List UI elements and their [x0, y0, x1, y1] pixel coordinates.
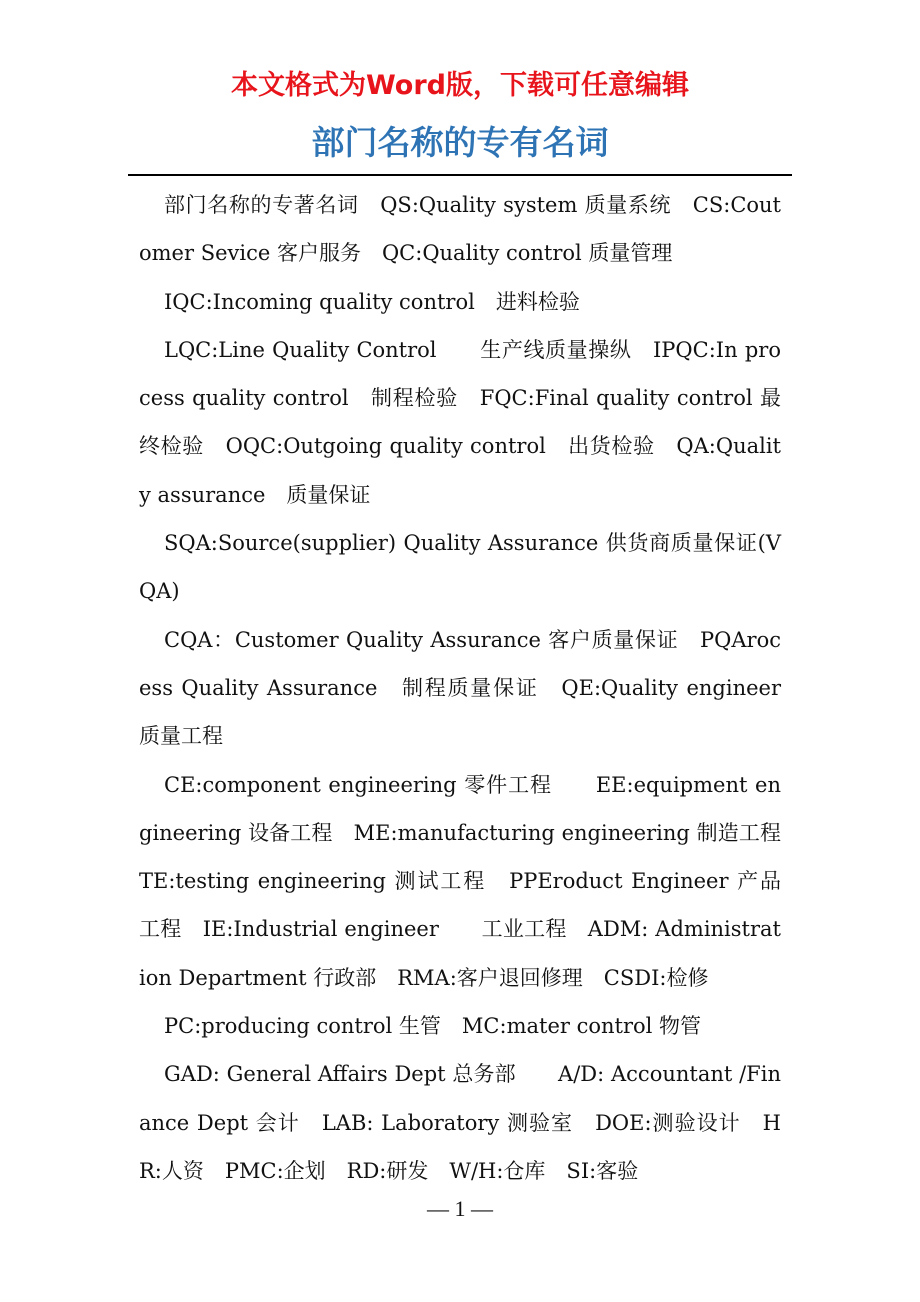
download-banner: 本文格式为Word版，下载可任意编辑 — [230, 70, 689, 101]
body-paragraph: GAD: General Affairs Dept 总务部 A/D: Accountant /Finance Dept 会计 LAB: Laboratory 测验室 DOE:测验设计 HR:人资 PMC:企划 RD:研发 W/H:仓库 SI:客验 — [139, 1062, 781, 1183]
body-paragraph: 部门名称的专著名词 QS:Quality system 质量系统 CS:Coutomer Sevice 客户服务 QC:Quality control 质量管理 — [139, 193, 781, 266]
document-body — [139, 181, 802, 1195]
body-paragraph: CE:component engineering 零件工程 EE:equipment engineering 设备工程 ME:manufacturing engineering 制造工程 TE:testing engineering 测试工程 PPEroduct Engineer 产品工程 IE:Industrial engineer 工业工程 ADM: Administration Department 行政部 RMA:客户退回修理 CSDI:检修 — [139, 772, 802, 990]
body-paragraph: PC:producing control 生管 MC:mater control 物管 — [164, 1014, 702, 1039]
document-title: 部门名称的专有名词 — [311, 123, 609, 162]
body-paragraph: CQA：Customer Quality Assurance 客户质量保证 PQArocess Quality Assurance 制程质量保证 QE:Quality engineer 质量工程 — [139, 627, 781, 749]
body-paragraph: IQC:Incoming quality control 进料检验 — [164, 289, 580, 314]
page-number: — 1 — — [427, 1196, 493, 1221]
title-divider — [128, 174, 792, 176]
body-paragraph: SQA:Source(supplier) Quality Assurance 供货商质量保证(VQA) — [139, 531, 781, 604]
body-paragraph: LQC:Line Quality Control 生产线质量操纵 IPQC:In process quality control 制程检验 FQC:Final quality control 最终检验 OQC:Outgoing quality control 出货检验 QA:Quality assurance 质量保证 — [139, 337, 781, 507]
